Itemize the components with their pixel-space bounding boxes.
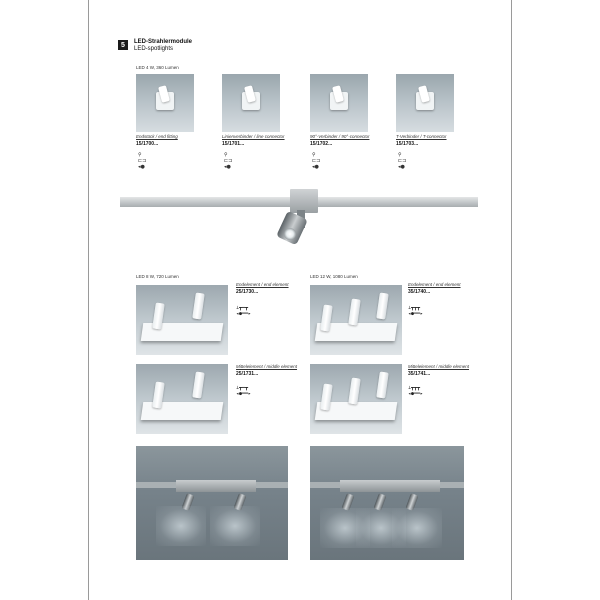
product-thumb-t-connector bbox=[396, 74, 454, 132]
dimension-diagram-icon: ⊥┳━┳ ◂●══▸ bbox=[236, 305, 252, 317]
section-title-en: LED-spotlights bbox=[134, 46, 174, 52]
section-number-badge: 5 bbox=[118, 40, 128, 50]
product-thumb-line-connector bbox=[222, 74, 280, 132]
caption-8w-middle: Mittelelement / middle element bbox=[236, 364, 298, 369]
code-line-connector: 15/1701... bbox=[222, 141, 245, 147]
code-end-fitting: 15/1700... bbox=[136, 141, 159, 147]
group-left-label: LED 8 W, 720 Lumen bbox=[136, 274, 179, 279]
dimension-diagram-icon: ⊥┳┳┳ ◂●══▸ bbox=[408, 305, 424, 317]
spec-symbols-icon: ⚲ ⊏⊐ ◂● bbox=[138, 152, 147, 170]
module-image-12w-middle bbox=[310, 364, 402, 434]
spec-symbols-icon: ⚲ ⊏⊐ ◂● bbox=[224, 152, 233, 170]
dimension-diagram-icon: ⊥┳━┳ ◂●══▸ bbox=[236, 385, 252, 397]
code-8w-end: 25/1730... bbox=[236, 289, 259, 295]
module-image-8w-middle bbox=[136, 364, 228, 434]
caption-12w-middle: Mittelelement / middle element bbox=[408, 364, 470, 369]
code-8w-middle: 25/1731... bbox=[236, 371, 259, 377]
dimension-diagram-icon: ⊥┳┳┳ ◂●══▸ bbox=[408, 385, 424, 397]
caption-end-fitting: Endstück / end fitting bbox=[136, 134, 178, 139]
spec-symbols-icon: ⚲ ⊏⊐ ◂● bbox=[312, 152, 321, 170]
installation-photo-12w bbox=[310, 446, 464, 560]
code-90-connector: 15/1702... bbox=[310, 141, 333, 147]
group-top-label: LED 4 W, 360 Lumen bbox=[136, 65, 179, 70]
installation-photo-8w bbox=[136, 446, 288, 560]
caption-line-connector: Linienverbinder / line connector bbox=[222, 134, 285, 139]
code-12w-middle: 35/1741... bbox=[408, 371, 431, 377]
caption-12w-end: Endelement / end element bbox=[408, 282, 461, 287]
module-image-12w-end bbox=[310, 285, 402, 355]
caption-8w-end: Endelement / end element bbox=[236, 282, 289, 287]
module-image-8w-end bbox=[136, 285, 228, 355]
section-title bbox=[134, 39, 192, 53]
caption-t-connector: T-Verbinder / T-connector bbox=[396, 134, 447, 139]
spec-symbols-icon: ⚲ ⊏⊐ ◂● bbox=[398, 152, 407, 170]
section-title-de: LED-Strahlermodule bbox=[134, 39, 193, 45]
product-thumb-90-connector bbox=[310, 74, 368, 132]
spotlight-lens bbox=[284, 228, 296, 240]
product-thumb-end-fitting bbox=[136, 74, 194, 132]
caption-90-connector: 90°-Verbinder / 90°-connector bbox=[310, 134, 370, 139]
group-right-label: LED 12 W, 1080 Lumen bbox=[310, 274, 358, 279]
code-t-connector: 15/1703... bbox=[396, 141, 419, 147]
code-12w-end: 35/1740... bbox=[408, 289, 431, 295]
